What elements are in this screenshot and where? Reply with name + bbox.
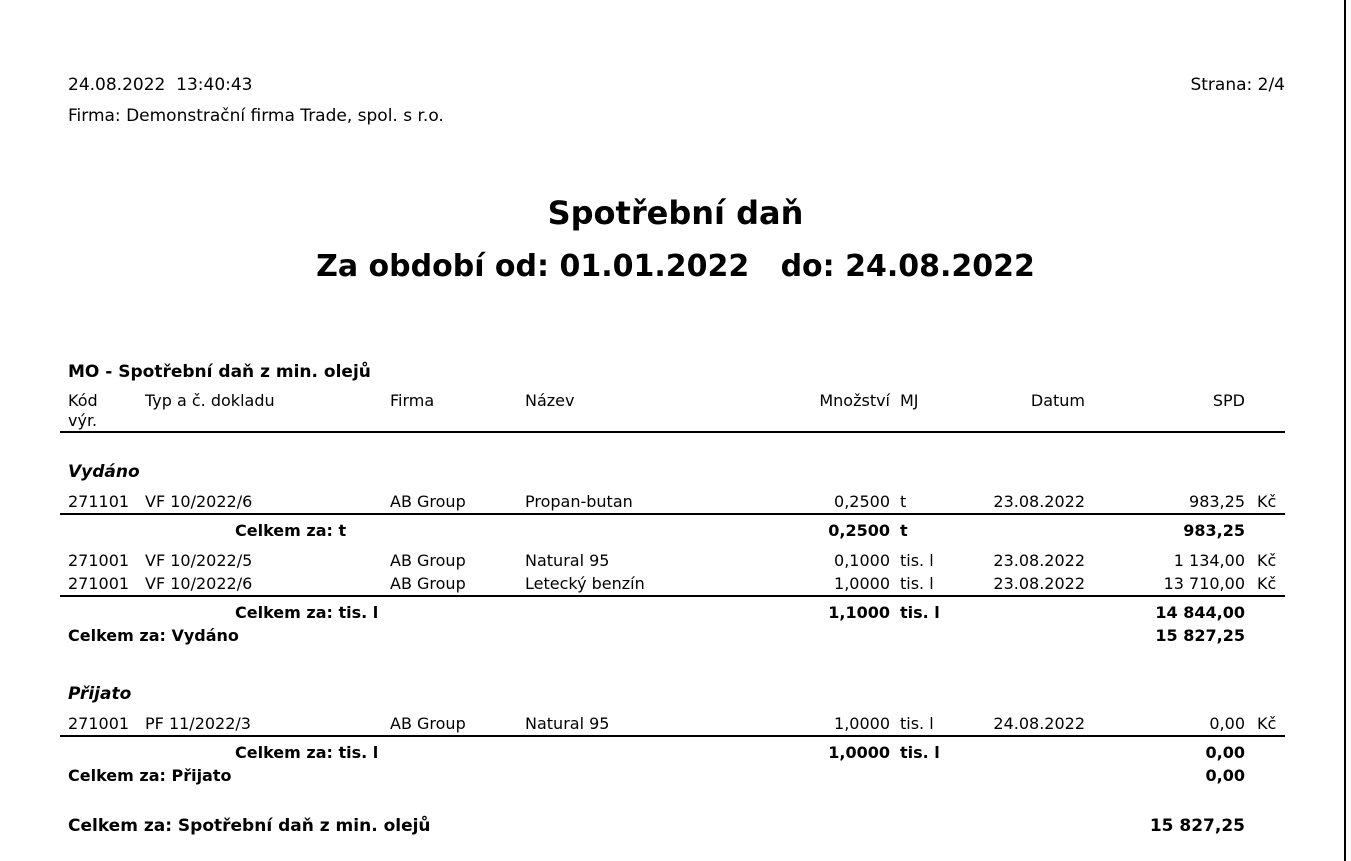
subtotal-mena [1245,601,1285,624]
cell-kod: 271001 [68,714,130,733]
subtotal-mnozstvi: 1,0000 [828,743,890,762]
cell-kod: 271001 [68,574,130,593]
col-header-kod-line2: výr. [68,411,98,430]
subtotal-mnozstvi: 1,1000 [828,603,890,622]
col-header-nazev: Název [525,391,575,410]
grand-total-spd: 15 827,25 [1149,816,1245,836]
cell-datum: 23.08.2022 [993,574,1085,593]
subtotal-mj: tis. l [900,603,940,622]
page-right-edge [1344,0,1346,861]
cell-mnozstvi: 0,2500 [834,492,890,511]
group-total-spd: 15 827,25 [1155,626,1245,645]
group-label-prijato: Přijato [68,684,132,704]
cell-mj: t [900,492,907,511]
subtotal-label: Celkem za: t [235,521,347,540]
company-line: Firma: Demonstrační firma Trade, spol. s r.o. [68,106,444,126]
table-header-row [60,391,1285,433]
table-row [60,712,1285,735]
section-heading: MO - Spotřební daň z min. olejů [68,362,371,382]
cell-mena: Kč [1257,574,1277,593]
cell-datum: 24.08.2022 [993,714,1085,733]
col-header-spd: SPD [1212,391,1245,410]
subtotal-row [60,601,1285,624]
cell-mnozstvi: 1,0000 [834,714,890,733]
group-total-label: Celkem za: Přijato [68,766,232,785]
subtotal-label: Celkem za: tis. l [235,743,379,762]
subtotal-spd: 0,00 [1205,743,1245,762]
subtotal-row [60,519,1285,542]
col-header-doklad: Typ a č. dokladu [145,391,275,410]
cell-doklad: PF 11/2022/3 [145,714,251,733]
cell-mena: Kč [1257,492,1277,511]
cell-spd: 13 710,00 [1163,574,1245,593]
cell-spd: 1 134,00 [1173,551,1245,570]
subtotal-spd: 14 844,00 [1155,603,1245,622]
vydano-block-t [60,490,1285,515]
report-period: Za období od: 01.01.2022 do: 24.08.2022 [316,249,1035,284]
page-number: Strana: 2/4 [1190,75,1285,95]
cell-firma: AB Group [390,551,466,570]
subtotal-mj: t [900,521,908,540]
subtotal-mena [1245,741,1285,764]
table-row [60,490,1285,513]
col-header-mnozstvi: Množství [819,391,890,410]
table-row [60,549,1285,572]
page-header [68,0,1285,132]
cell-doklad: VF 10/2022/6 [145,574,253,593]
cell-kod: 271101 [68,492,130,511]
tax-report-table [60,361,1285,838]
group-label-vydano: Vydáno [68,462,140,482]
subtotal-spacer [952,741,1085,764]
col-header-kod-line1: Kód [68,391,98,410]
cell-mena: Kč [1257,551,1277,570]
cell-kod: 271001 [68,551,130,570]
cell-firma: AB Group [390,574,466,593]
grand-total-label: Celkem za: Spotřební daň z min. olejů [68,816,431,836]
group-total-spd: 0,00 [1205,766,1245,785]
group-total-row [60,624,1285,647]
cell-mena: Kč [1257,714,1277,733]
cell-doklad: VF 10/2022/5 [145,551,253,570]
cell-datum: 23.08.2022 [993,551,1085,570]
cell-spd: 0,00 [1209,714,1245,733]
print-datetime: 24.08.2022 13:40:43 [68,75,253,95]
grand-total-mena [1245,815,1285,838]
cell-nazev: Letecký benzín [525,574,645,593]
group-total-row [60,764,1285,787]
col-header-firma: Firma [390,391,435,410]
subtotal-spacer [952,601,1085,624]
prijato-block-tisl [60,712,1285,737]
subtotal-spd: 983,25 [1183,521,1245,540]
subtotal-label: Celkem za: tis. l [235,603,379,622]
cell-nazev: Natural 95 [525,714,610,733]
subtotal-spacer [952,519,1085,542]
table-row [60,572,1285,595]
subtotal-mnozstvi: 0,2500 [828,521,890,540]
cell-mj: tis. l [900,714,934,733]
cell-mj: tis. l [900,551,934,570]
report-title: Spotřební daň [547,194,804,232]
col-header-kod [68,391,145,431]
col-header-mj: MJ [900,391,919,410]
col-header-datum: Datum [1030,391,1085,410]
cell-firma: AB Group [390,714,466,733]
group-total-mena [1245,764,1285,787]
cell-mnozstvi: 0,1000 [834,551,890,570]
cell-mnozstvi: 1,0000 [834,574,890,593]
col-header-mena [1245,391,1285,431]
group-total-label: Celkem za: Vydáno [68,626,239,645]
vydano-block-tisl [60,549,1285,597]
subtotal-row [60,741,1285,764]
cell-nazev: Propan-butan [525,492,633,511]
grand-total-row [60,815,1285,838]
subtotal-mj: tis. l [900,743,940,762]
cell-mj: tis. l [900,574,934,593]
cell-spd: 983,25 [1189,492,1245,511]
cell-nazev: Natural 95 [525,551,610,570]
cell-firma: AB Group [390,492,466,511]
cell-datum: 23.08.2022 [993,492,1085,511]
group-total-mena [1245,624,1285,647]
subtotal-mena [1245,519,1285,542]
cell-doklad: VF 10/2022/6 [145,492,253,511]
